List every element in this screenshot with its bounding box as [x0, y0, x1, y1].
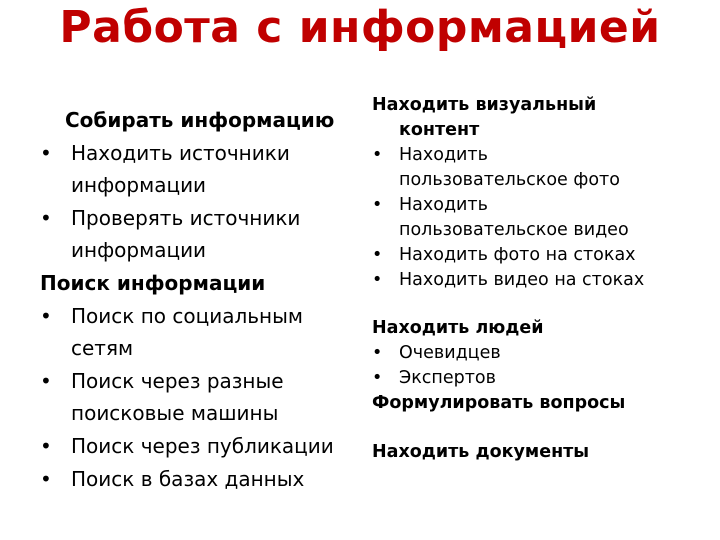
bullet-icon: • [372, 270, 383, 290]
heading-search-info: Поиск информации [40, 270, 266, 295]
heading-find-documents: Находить документы [372, 442, 590, 462]
list-item [372, 366, 712, 391]
list-item [40, 137, 358, 202]
bullet-icon: • [40, 140, 52, 165]
list-item [372, 243, 712, 268]
bullet-icon: • [372, 145, 383, 165]
list-item-text: пользовательское видео [399, 220, 629, 240]
bullet-icon: • [40, 205, 52, 230]
bullet-icon: • [372, 245, 383, 265]
spacer [372, 416, 712, 440]
list-item-text: Находить видео на стоках [399, 270, 645, 290]
list-item-text: Поиск по социальным [71, 303, 304, 328]
list-item-text: Находить [399, 195, 488, 215]
list-item [40, 463, 358, 496]
list-item-text: поисковые машины [71, 401, 279, 426]
list-item-text: Находить источники [71, 140, 290, 165]
bullet-icon: • [40, 303, 52, 328]
list-item [40, 430, 358, 463]
bullet-icon: • [40, 368, 52, 393]
list-item [372, 268, 712, 293]
heading-collect-info: Собирать информацию [65, 108, 335, 132]
list-item [372, 341, 712, 366]
list-item [40, 202, 358, 267]
heading-find-people: Находить людей [372, 318, 544, 338]
list-item-text: пользовательское фото [399, 170, 620, 190]
left-column [40, 104, 358, 495]
list-item-text: Поиск через публикации [71, 433, 334, 458]
right-column [372, 93, 712, 465]
list-item-text: информации [71, 173, 207, 198]
bullet-icon: • [372, 343, 383, 363]
list-item-text: Поиск в базах данных [71, 466, 305, 491]
list-item-text: Экспертов [399, 368, 496, 388]
slide-title: Работа с информацией [59, 2, 661, 53]
bullet-icon: • [372, 368, 383, 388]
bullet-icon: • [40, 433, 52, 458]
list-item-text: Находить [399, 145, 488, 165]
list-item-text: Проверять источники [71, 205, 301, 230]
list-item [40, 365, 358, 430]
list-item-text: информации [71, 238, 207, 263]
spacer [372, 293, 712, 316]
list-item-text: Поиск через разные [71, 368, 284, 393]
heading-visual-content: Находить визуальный [372, 95, 597, 115]
list-item-text: сетям [71, 336, 134, 361]
heading-visual-content-cont: контент [399, 120, 480, 140]
bullet-icon: • [372, 195, 383, 215]
list-item [372, 193, 712, 243]
list-item-text: Находить фото на стоках [399, 245, 636, 265]
list-item [40, 300, 358, 365]
bullet-icon: • [40, 466, 52, 491]
heading-formulate-questions: Формулировать вопросы [372, 393, 626, 413]
list-item [372, 143, 712, 193]
list-item-text: Очевидцев [399, 343, 501, 363]
